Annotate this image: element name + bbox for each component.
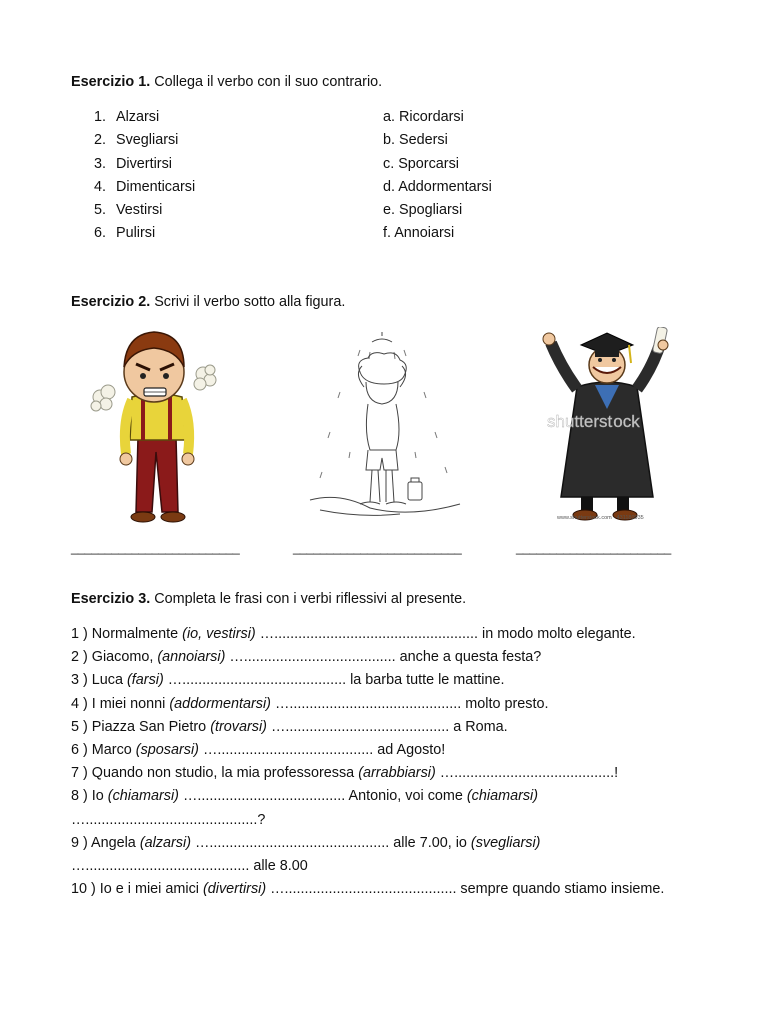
list-item: a. Ricordarsi <box>383 109 464 125</box>
sentence-blank[interactable]: …..................................... Antonio, voi come <box>178 788 467 805</box>
verb: Vestirsi <box>116 202 163 219</box>
list-item: c. Sporcarsi <box>383 155 459 172</box>
sentence-blank[interactable]: …....................................... ad Agosto! <box>198 741 446 758</box>
verb-hint: (chiamarsi) <box>107 788 179 805</box>
sentence-blank[interactable]: …........................................... sempre quando stiamo insieme. <box>266 881 665 898</box>
sentence-6 <box>71 741 711 764</box>
list-item <box>94 131 195 154</box>
exercise-3-label: Esercizio 3. <box>71 591 151 607</box>
sentence-8-continuation[interactable]: …...........................................? <box>71 811 266 828</box>
verb-hint: (farsi) <box>127 672 164 689</box>
sentence-text: 1 ) Normalmente <box>71 626 183 642</box>
sentence-text: 7 ) Quando non studio, la mia professoressa <box>71 765 359 782</box>
list-item <box>94 178 195 201</box>
verb-hint: (trovarsi) <box>210 718 267 735</box>
list-number: 3. <box>94 155 107 172</box>
shower-sketch-image <box>300 332 470 527</box>
sentence-text: 10 ) Io e i miei amici <box>71 881 203 898</box>
list-item: f. Annoiarsi <box>383 225 455 242</box>
list-number: 5. <box>94 202 107 219</box>
answer-line-1[interactable]: _________________________ <box>71 540 240 555</box>
exercise-1-title <box>71 74 382 90</box>
sentence-blank[interactable]: …............................................. alle 7.00, io <box>190 834 471 851</box>
sentence-blank[interactable]: …................................................... in modo molto elegante. <box>255 626 636 642</box>
sentence-blank[interactable]: …........................................! <box>435 765 619 782</box>
exercise-2-label: Esercizio 2. <box>71 294 151 310</box>
sentence-7 <box>71 764 711 787</box>
sentence-text: 6 ) Marco <box>71 741 136 758</box>
sentence-8 <box>71 787 711 810</box>
exercise-1-instruction: Collega il verbo con il suo contrario. <box>150 74 383 90</box>
sentence-3 <box>71 671 711 694</box>
list-item: d. Addormentarsi <box>383 178 492 195</box>
graduate-image <box>537 327 687 522</box>
verb-hint: (io, vestirsi) <box>182 626 256 642</box>
verb-hint: (alzarsi) <box>139 834 191 851</box>
sentence-9-continuation[interactable]: …......................................... alle 8.00 <box>71 857 308 874</box>
verb-hint: (chiamarsi) <box>466 788 539 805</box>
verb: Dimenticarsi <box>116 178 196 195</box>
verb-hint: (addormentarsi) <box>169 695 271 712</box>
verb: Alzarsi <box>116 109 160 125</box>
verb-hint: (svegliarsi) <box>470 834 541 851</box>
list-item <box>94 108 195 131</box>
list-number: 4. <box>94 178 107 195</box>
sentence-text: 8 ) Io <box>71 788 108 805</box>
sentence-text: 2 ) Giacomo, <box>71 649 158 666</box>
sentence-blank[interactable]: …......................................... a Roma. <box>266 718 508 735</box>
verb: Pulirsi <box>116 225 156 242</box>
sentence-blank[interactable]: …...................................... anche a questa festa? <box>225 649 542 666</box>
list-item <box>94 224 195 247</box>
exercise-3-title <box>71 591 466 607</box>
list-number: 2. <box>94 132 107 149</box>
exercise-2-instruction: Scrivi il verbo sotto alla figura. <box>150 294 346 310</box>
sentence-blank[interactable]: …........................................... molto presto. <box>270 695 549 712</box>
sentence-list <box>71 625 711 903</box>
sentence-2 <box>71 648 711 671</box>
exercise-1-label: Esercizio 1. <box>71 74 151 90</box>
exercise-2-title <box>71 294 345 310</box>
sentence-10 <box>71 880 711 903</box>
opposite-list <box>383 108 492 248</box>
sentence-text: 4 ) I miei nonni <box>71 695 170 712</box>
sentence-blank[interactable]: …......................................... la barba tutte le mattine. <box>163 672 505 689</box>
sentence-9 <box>71 834 711 857</box>
angry-boy-image <box>88 322 223 527</box>
verb-hint: (divertirsi) <box>202 881 267 898</box>
answer-line-3[interactable]: _______________________ <box>516 540 671 555</box>
sentence-1 <box>71 625 711 648</box>
verb-hint: (annoiarsi) <box>157 649 226 666</box>
list-item: e. Spogliarsi <box>383 202 463 219</box>
list-number: 1. <box>94 109 107 125</box>
sentence-text: 5 ) Piazza San Pietro <box>71 718 211 735</box>
exercise-3-instruction: Completa le frasi con i verbi riflessivi al presente. <box>150 591 467 607</box>
verb: Svegliarsi <box>116 132 179 149</box>
list-item <box>94 201 195 224</box>
sentence-text: 9 ) Angela <box>71 834 140 851</box>
sentence-text: 3 ) Luca <box>71 672 127 689</box>
list-item <box>94 155 195 178</box>
verb-hint: (arrabbiarsi) <box>358 765 436 782</box>
sentence-5 <box>71 718 711 741</box>
list-number: 6. <box>94 225 107 242</box>
answer-line-2[interactable]: _________________________ <box>293 540 462 555</box>
list-item: b. Sedersi <box>383 132 448 149</box>
watermark-url: www.shutterstock.com · 431180935 <box>557 515 644 521</box>
watermark-text: shutterstock <box>547 412 640 431</box>
verb-hint: (sposarsi) <box>135 741 199 758</box>
figure-row <box>0 322 768 532</box>
verb: Divertirsi <box>116 155 172 172</box>
sentence-4 <box>71 695 711 718</box>
verb-list <box>94 108 195 248</box>
